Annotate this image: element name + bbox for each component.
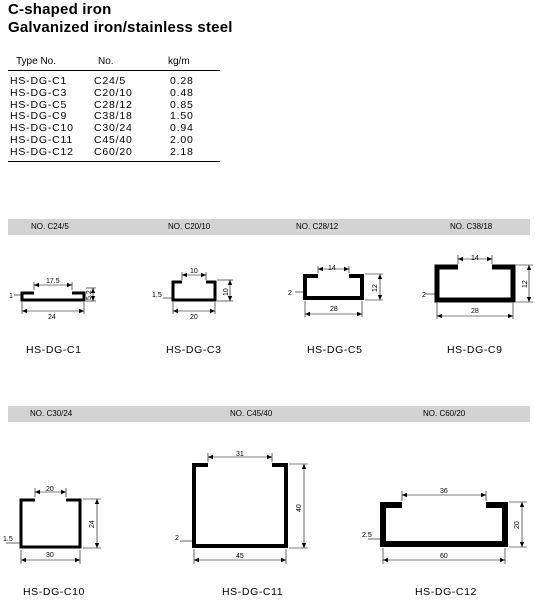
dim-thickness: 2 bbox=[288, 290, 292, 297]
dim-side: 5.2 bbox=[86, 290, 93, 300]
page-title: C-shaped iron bbox=[8, 1, 112, 18]
dim-thickness: 2 bbox=[175, 535, 179, 542]
dim-thickness: 1 bbox=[9, 293, 13, 300]
cell-kg: 0.85 bbox=[170, 98, 194, 111]
cell-type: HS-DG-C10 bbox=[10, 122, 74, 135]
dim-thickness: 2.5 bbox=[362, 532, 372, 539]
cell-kg: 0.28 bbox=[170, 75, 194, 87]
cell-no: C45/40 bbox=[94, 133, 133, 146]
dim-top: 14 bbox=[471, 255, 479, 262]
cell-type: HS-DG-C11 bbox=[10, 133, 74, 146]
cell-no: C24/5 bbox=[94, 75, 127, 87]
cell-kg: 0.48 bbox=[170, 86, 194, 99]
dim-top: 36 bbox=[440, 488, 448, 495]
caption-hs-dg-c3: HS-DG-C3 bbox=[166, 344, 222, 356]
dim-bottom: 20 bbox=[190, 314, 198, 321]
col-no: No. bbox=[94, 56, 162, 71]
c-profile-shape bbox=[22, 293, 84, 300]
label-c30-24: NO. C30/24 bbox=[30, 409, 73, 418]
dim-thickness: 1.5 bbox=[3, 536, 13, 543]
dim-top: 10 bbox=[190, 268, 198, 275]
page-subtitle: Galvanized iron/stainless steel bbox=[8, 19, 233, 36]
dim-bottom: 30 bbox=[46, 552, 54, 559]
c-profile-shape bbox=[383, 505, 505, 544]
cell-type: HS-DG-C1 bbox=[10, 75, 68, 87]
label-c60-20: NO. C60/20 bbox=[423, 409, 466, 418]
dim-side: 40 bbox=[296, 504, 303, 512]
profile-c3 bbox=[152, 268, 233, 321]
dim-side: 12 bbox=[522, 280, 529, 288]
cell-type: HS-DG-C5 bbox=[10, 98, 68, 111]
c-profile-shape bbox=[305, 276, 362, 298]
cell-type: HS-DG-C3 bbox=[10, 86, 68, 99]
cell-type: HS-DG-C9 bbox=[10, 110, 68, 123]
profile-c9 bbox=[422, 255, 533, 319]
profile-c10 bbox=[3, 486, 101, 564]
caption-hs-dg-c9: HS-DG-C9 bbox=[447, 344, 503, 356]
label-c38-18: NO. C38/18 bbox=[450, 222, 493, 231]
dim-side: 20 bbox=[514, 521, 521, 529]
cell-kg: 0.94 bbox=[170, 122, 194, 135]
profile-c11 bbox=[175, 451, 308, 564]
dim-bottom: 24 bbox=[48, 314, 56, 321]
cell-no: C30/24 bbox=[94, 122, 133, 135]
caption-hs-dg-c10: HS-DG-C10 bbox=[23, 586, 85, 598]
cell-kg: 2.18 bbox=[170, 145, 194, 158]
col-kg: kg/m bbox=[162, 56, 220, 71]
cell-no: C60/20 bbox=[94, 145, 133, 158]
dim-top: 31 bbox=[236, 451, 244, 458]
dim-bottom: 28 bbox=[471, 308, 479, 315]
profile-c12 bbox=[362, 488, 527, 564]
c-profile-shape bbox=[173, 282, 215, 300]
cell-no: C20/10 bbox=[94, 86, 133, 99]
label-c24-5: NO. C24/5 bbox=[31, 222, 69, 231]
label-c28-12: NO. C28/12 bbox=[296, 222, 339, 231]
dim-bottom: 45 bbox=[236, 553, 244, 560]
dim-thickness: 2 bbox=[422, 292, 426, 299]
c-profile-shape bbox=[194, 465, 286, 546]
dim-side: 12 bbox=[372, 284, 379, 292]
cell-type: HS-DG-C12 bbox=[10, 145, 74, 158]
dim-side: 24 bbox=[89, 520, 96, 528]
dim-top: 14 bbox=[328, 265, 336, 272]
c-profile-shape bbox=[21, 500, 80, 547]
c-profile-shape bbox=[437, 267, 513, 300]
dim-bottom: 60 bbox=[440, 553, 448, 560]
caption-hs-dg-c12: HS-DG-C12 bbox=[415, 586, 477, 598]
dim-top: 20 bbox=[46, 486, 54, 493]
dim-bottom: 28 bbox=[330, 306, 338, 313]
col-type: Type No. bbox=[8, 56, 94, 71]
label-c45-40: NO. C45/40 bbox=[230, 409, 273, 418]
cell-kg: 1.50 bbox=[170, 110, 194, 123]
cell-no: C28/12 bbox=[94, 98, 133, 111]
caption-hs-dg-c11: HS-DG-C11 bbox=[222, 586, 284, 598]
caption-hs-dg-c1: HS-DG-C1 bbox=[26, 344, 82, 356]
profile-c5 bbox=[288, 265, 383, 317]
cell-no: C38/18 bbox=[94, 110, 133, 123]
label-c20-10: NO. C20/10 bbox=[168, 222, 211, 231]
cell-kg: 2.00 bbox=[170, 133, 194, 146]
dim-thickness: 1.5 bbox=[152, 292, 162, 299]
caption-hs-dg-c5: HS-DG-C5 bbox=[307, 344, 363, 356]
dim-side: 10 bbox=[223, 288, 230, 296]
profile-c1 bbox=[9, 278, 96, 321]
dim-top: 17.5 bbox=[46, 278, 60, 285]
